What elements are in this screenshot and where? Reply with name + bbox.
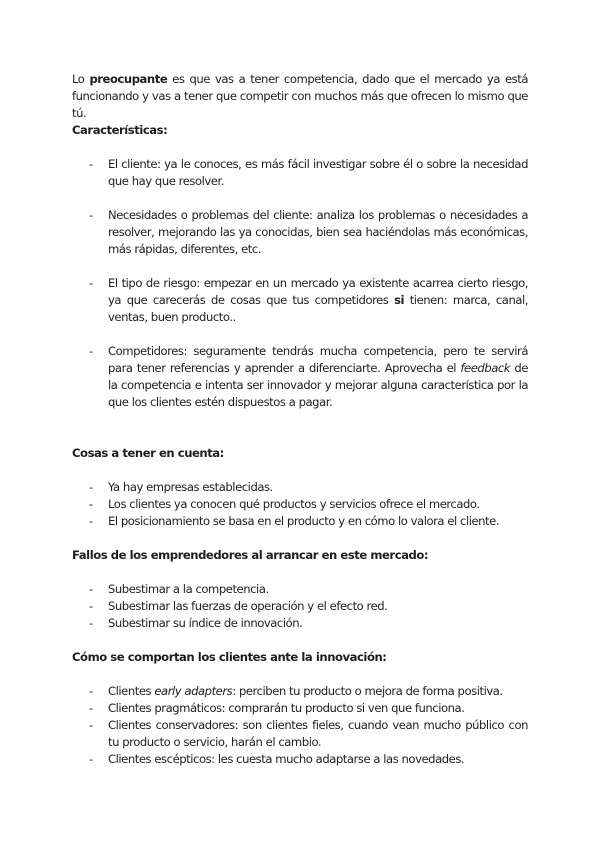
intro-text-start: Lo bbox=[72, 72, 90, 86]
intro-bold-word: preocupante bbox=[89, 72, 168, 86]
list-item-text: Clientes pragmáticos: comprarán tu producto si ven que funciona. bbox=[108, 701, 465, 715]
list-item-text: El tipo de riesgo: empezar en un mercado ya existente acarrea cierto riesgo, ya que carecerás de cosas que tus competidores bbox=[108, 276, 528, 307]
cosas-list bbox=[72, 479, 528, 530]
list-item bbox=[72, 700, 528, 717]
list-item-text: El cliente: ya le conoces, es más fácil investigar sobre él o sobre la necesidad que hay que resolver. bbox=[108, 157, 528, 188]
list-item: - Subestimar su índice de innovación. bbox=[72, 615, 528, 632]
document-page bbox=[72, 71, 528, 768]
list-item-italic: feedback bbox=[460, 361, 511, 375]
list-item-text: Clientes conservadores: son clientes fieles, cuando vean mucho público con tu producto o servicio, harán el cambio. bbox=[108, 718, 528, 749]
list-item-text: Clientes bbox=[108, 684, 155, 698]
list-item bbox=[72, 275, 528, 326]
list-item bbox=[72, 343, 528, 411]
list-item: - Subestimar las fuerzas de operación y el efecto red. bbox=[72, 598, 528, 615]
list-item bbox=[72, 717, 528, 751]
intro-text-end: es que vas a tener competencia, dado que el mercado ya está funcionando y vas a tener que competir con muchos más que ofrecen lo mismo que tú. bbox=[72, 72, 528, 120]
fallos-heading: Fallos de los emprendedores al arrancar en este mercado: bbox=[72, 548, 429, 562]
list-item-text: Competidores: seguramente tendrás mucha competencia, pero te servirá para tener referencias y aprender a diferenciarte. Aprovecha el bbox=[108, 344, 528, 375]
clientes-list bbox=[72, 683, 528, 768]
list-item-bold: si bbox=[394, 293, 405, 307]
list-item-italic: early adapters bbox=[154, 684, 233, 698]
caracteristicas-list bbox=[72, 156, 528, 411]
list-item-text: Clientes escépticos: les cuesta mucho adaptarse a las novedades. bbox=[108, 752, 465, 766]
fallos-list bbox=[72, 581, 528, 632]
list-item-text: tienen: marca, canal, ventas, buen producto.. bbox=[108, 293, 529, 324]
list-item: - El posicionamiento se basa en el producto y en cómo lo valora el cliente. bbox=[72, 513, 528, 530]
list-item: - Los clientes ya conocen qué productos y servicios ofrece el mercado. bbox=[72, 496, 528, 513]
list-item: - Ya hay empresas establecidas. bbox=[72, 479, 528, 496]
list-item bbox=[72, 207, 528, 258]
list-item: - Subestimar a la competencia. bbox=[72, 581, 528, 598]
list-item bbox=[72, 156, 528, 190]
caracteristicas-heading: Características: bbox=[72, 123, 168, 137]
clientes-heading: Cómo se comportan los clientes ante la innovación: bbox=[72, 650, 387, 664]
list-item-text: de la competencia e intenta ser innovador y mejorar alguna característica por la que los clientes estén dispuestos a pagar. bbox=[108, 361, 528, 409]
list-item-text: : perciben tu producto o mejora de forma positiva. bbox=[232, 684, 503, 698]
intro-paragraph bbox=[72, 71, 528, 122]
list-item-text: Necesidades o problemas del cliente: analiza los problemas o necesidades a resolver, mejorando las ya conocidas, bien sea haciéndolas más económicas, más rápidas, diferentes, etc. bbox=[108, 208, 528, 256]
cosas-heading: Cosas a tener en cuenta: bbox=[72, 446, 224, 460]
list-item bbox=[72, 751, 528, 768]
list-item bbox=[72, 683, 528, 700]
